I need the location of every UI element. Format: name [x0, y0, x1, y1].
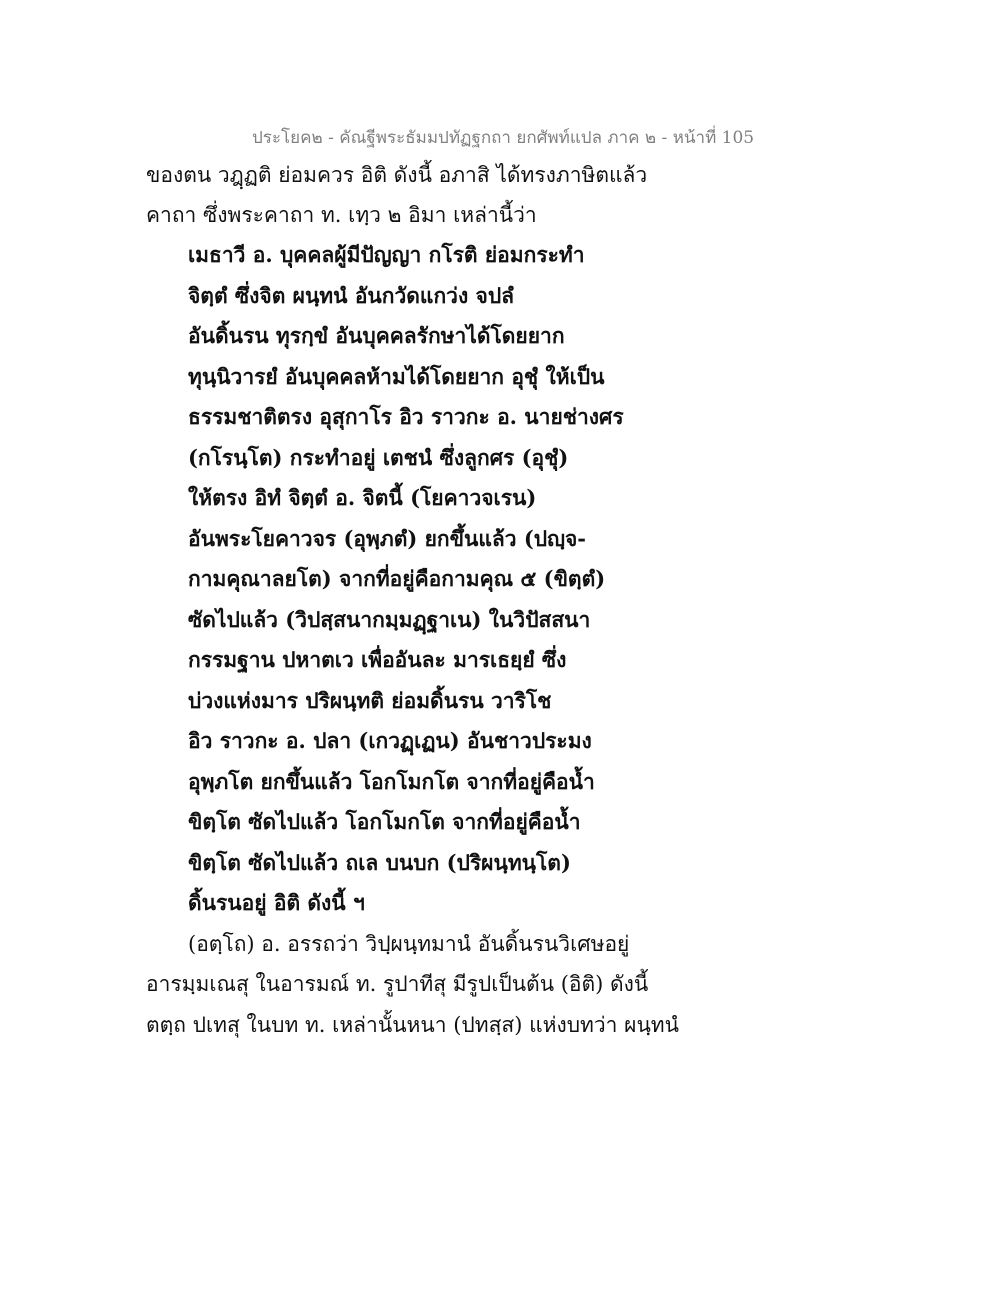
verse-line: กามคุณาลยโต) จากที่อยู่คือกามคุณ ๕ (ขิตฺตํ) — [188, 566, 606, 591]
verse-line: ดิ้นรนอยู่ อิติ ดังนี้ ฯ — [188, 890, 365, 915]
verse-line: ซัดไปแล้ว (วิปสฺสนากมฺมฏฺฐาเน) ในวิปัสสนา — [188, 607, 591, 632]
verse-line: ขิตฺโต ซัดไปแล้ว ถเล บนบก (ปริผนฺทนฺโต) — [188, 850, 571, 875]
verse-line: จิตฺตํ ซึ่งจิต ผนฺทนํ อันกวัดแกว่ง จปลํ — [188, 283, 515, 308]
verse-line: อิว ราวกะ อ. ปลา (เกวฏฺเฏน) อันชาวประมง — [188, 728, 592, 753]
intro-line: ของตน วฎฺฏติ ย่อมควร อิติ ดังนี้ อภาสิ ได้ทรงภาษิตแล้ว — [146, 163, 648, 187]
intro-line: คาถา ซึ่งพระคาถา ท. เทฺว ๒ อิมา เหล่านี้ว่า — [146, 203, 537, 227]
verse-line: (กโรนฺโต) กระทำอยู่ เตชนํ ซึ่งลูกศร (อุชุํ) — [188, 445, 569, 470]
verse-line: ขิตฺโต ซัดไปแล้ว โอกโมกโต จากที่อยู่คือน้ำ — [188, 809, 581, 834]
verse-line: อันพระโยคาวจร (อุพฺภตํ) ยกขึ้นแล้ว (ปญฺจ- — [188, 526, 587, 551]
verse-line: ทุนฺนิวารยํ อันบุคคลห้ามได้โดยยาก อุชุํ ให้เป็น — [188, 364, 605, 389]
verse-line: อุพฺภโต ยกขึ้นแล้ว โอกโมกโต จากที่อยู่คือน้ำ — [188, 769, 595, 794]
verse-line: กรรมฐาน ปหาตเว เพื่ออันละ มารเธยฺยํ ซึ่ง — [188, 647, 567, 672]
verse-line: บ่วงแห่งมาร ปริผนฺทติ ย่อมดิ้นรน วาริโช — [188, 688, 552, 713]
closing-line: (อตฺโถ) อ. อรรถว่า วิปฺผนฺทมานํ อันดิ้นรนวิเศษอยู่ — [188, 932, 630, 956]
verse-line: เมธาวี อ. บุคคลผู้มีปัญญา กโรติ ย่อมกระทำ — [188, 242, 585, 267]
closing-line: ตตฺถ ปเทสุ ในบท ท. เหล่านั้นหนา (ปทสฺส) แห่งบทว่า ผนฺทนํ — [146, 1013, 680, 1037]
verse-line: ธรรมชาติตรง อุสุกาโร อิว ราวกะ อ. นายช่างศร — [188, 404, 624, 429]
page-header: ประโยค๒ - คัณฐีพระธัมมปทัฏฐกถา ยกศัพท์แปล ภาค ๒ - หน้าที่ 105 — [252, 128, 755, 148]
closing-line: อารมฺมเณสุ ในอารมณ์ ท. รูปาทีสุ มีรูปเป็นต้น (อิติ) ดังนี้ — [146, 972, 649, 996]
verse-line: อันดิ้นรน ทุรกฺขํ อันบุคคลรักษาได้โดยยาก — [188, 323, 565, 348]
verse-line: ให้ตรง อิทํ จิตฺตํ อ. จิตนี้ (โยคาวจเรน) — [188, 485, 537, 510]
